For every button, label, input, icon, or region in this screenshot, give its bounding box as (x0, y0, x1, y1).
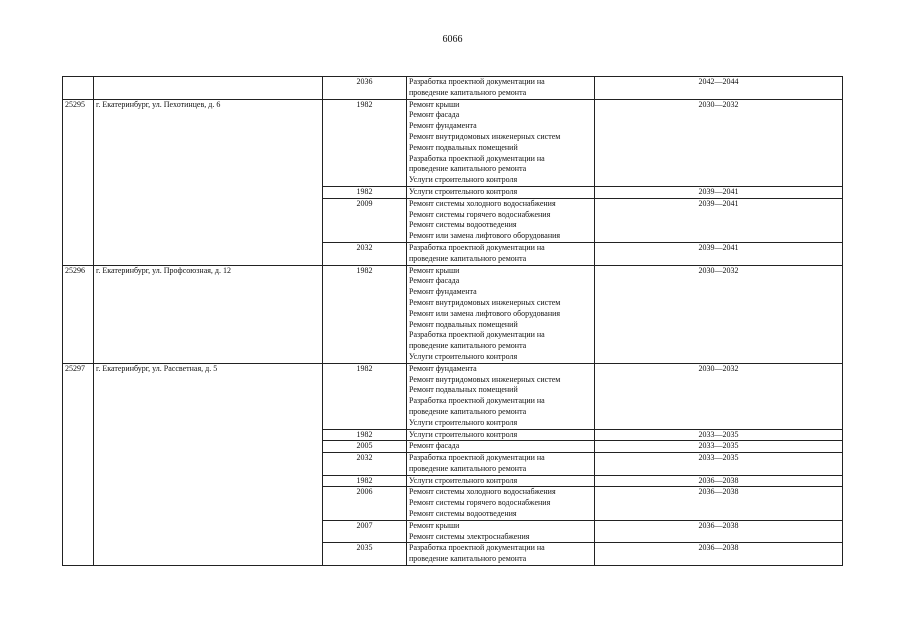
work-item: Ремонт фасада (409, 110, 460, 120)
work-item: проведение капитального ремонта (409, 554, 527, 564)
work-item: Ремонт фасада (409, 441, 460, 451)
object-number (63, 77, 94, 100)
work-item: Ремонт системы горячего водоснабжения (409, 498, 551, 508)
planned-period: 2030—2032 (595, 265, 843, 363)
page-number: 6066 (442, 34, 463, 45)
work-item: Ремонт системы холодного водоснабжения (409, 198, 556, 208)
work-item: Услуги строительного контроля (409, 429, 518, 439)
work-item: Услуги строительного контроля (409, 186, 518, 196)
planned-period: 2033—2035 (595, 453, 843, 476)
work-item: Разработка проектной документации на (409, 77, 545, 86)
table-row (63, 363, 843, 429)
planned-period: 2039—2041 (595, 242, 843, 265)
capital-repair-table (62, 76, 843, 566)
planned-period: 2042—2044 (595, 77, 843, 100)
commissioning-year: 1982 (323, 429, 407, 441)
work-item: проведение капитального ремонта (409, 253, 527, 263)
planned-period: 2036—2038 (595, 475, 843, 487)
work-item: Ремонт внутридомовых инженерных систем (409, 374, 561, 384)
work-item: Ремонт системы горячего водоснабжения (409, 209, 551, 219)
planned-period: 2039—2041 (595, 198, 843, 242)
commissioning-year: 2005 (323, 441, 407, 453)
commissioning-year: 2036 (323, 77, 407, 100)
table-row (63, 265, 843, 363)
works-list (407, 265, 595, 363)
commissioning-year: 2035 (323, 543, 407, 566)
planned-period: 2036—2038 (595, 520, 843, 543)
works-list (407, 520, 595, 543)
works-list (407, 487, 595, 520)
works-list (407, 543, 595, 566)
planned-period: 2030—2032 (595, 363, 843, 429)
work-item: Услуги строительного контроля (409, 175, 518, 185)
work-item: проведение капитального ремонта (409, 406, 527, 416)
commissioning-year: 1982 (323, 265, 407, 363)
work-item: Ремонт крыши (409, 265, 460, 275)
work-item: Услуги строительного контроля (409, 475, 518, 485)
commissioning-year: 2032 (323, 453, 407, 476)
work-item: Услуги строительного контроля (409, 351, 518, 361)
table-row (63, 77, 843, 100)
commissioning-year: 2032 (323, 242, 407, 265)
work-item: проведение капитального ремонта (409, 164, 527, 174)
planned-period: 2039—2041 (595, 186, 843, 198)
planned-period: 2033—2035 (595, 429, 843, 441)
work-item: Разработка проектной документации на (409, 153, 545, 163)
work-item: Ремонт фундамента (409, 121, 477, 131)
object-number: 25296 (63, 265, 94, 363)
commissioning-year: 1982 (323, 99, 407, 186)
works-list (407, 99, 595, 186)
planned-period: 2036—2038 (595, 487, 843, 520)
work-item: Ремонт фундамента (409, 287, 477, 297)
planned-period: 2030—2032 (595, 99, 843, 186)
works-list (407, 453, 595, 476)
commissioning-year: 2006 (323, 487, 407, 520)
work-item: Ремонт подвальных помещений (409, 142, 518, 152)
works-list (407, 242, 595, 265)
work-item: Разработка проектной документации на (409, 543, 545, 553)
commissioning-year: 2007 (323, 520, 407, 543)
object-number: 25295 (63, 99, 94, 265)
work-item: Разработка проектной документации на (409, 453, 545, 463)
work-item: Ремонт внутридомовых инженерных систем (409, 297, 561, 307)
object-address: г. Екатеринбург, ул. Пехотинцев, д. 6 (94, 99, 323, 265)
work-item: Ремонт фасада (409, 276, 460, 286)
work-item: Ремонт подвальных помещений (409, 385, 518, 395)
works-list (407, 363, 595, 429)
work-item: Ремонт системы электроснабжения (409, 531, 530, 541)
commissioning-year: 1982 (323, 475, 407, 487)
work-item: Разработка проектной документации на (409, 330, 545, 340)
object-address: г. Екатеринбург, ул. Рассветная, д. 5 (94, 363, 323, 565)
work-item: Ремонт системы водоотведения (409, 509, 517, 519)
work-item: Услуги строительного контроля (409, 417, 518, 427)
table-row (63, 99, 843, 186)
work-item: проведение капитального ремонта (409, 87, 527, 97)
object-address: г. Екатеринбург, ул. Профсоюзная, д. 12 (94, 265, 323, 363)
work-item: Ремонт или замена лифтового оборудования (409, 231, 561, 241)
work-item: Разработка проектной документации на (409, 396, 545, 406)
works-list (407, 475, 595, 487)
works-list (407, 441, 595, 453)
works-list (407, 198, 595, 242)
work-item: Ремонт крыши (409, 99, 460, 109)
planned-period: 2036—2038 (595, 543, 843, 566)
object-number: 25297 (63, 363, 94, 565)
work-item: Разработка проектной документации на (409, 242, 545, 252)
work-item: Ремонт крыши (409, 520, 460, 530)
works-list (407, 429, 595, 441)
works-list (407, 186, 595, 198)
planned-period: 2033—2035 (595, 441, 843, 453)
work-item: Ремонт или замена лифтового оборудования (409, 308, 561, 318)
table-body (63, 77, 843, 566)
commissioning-year: 2009 (323, 198, 407, 242)
work-item: проведение капитального ремонта (409, 463, 527, 473)
work-item: Ремонт внутридомовых инженерных систем (409, 131, 561, 141)
works-list (407, 77, 595, 100)
commissioning-year: 1982 (323, 186, 407, 198)
work-item: Ремонт системы холодного водоснабжения (409, 487, 556, 497)
work-item: Ремонт подвальных помещений (409, 319, 518, 329)
commissioning-year: 1982 (323, 363, 407, 429)
work-item: Ремонт системы водоотведения (409, 220, 517, 230)
work-item: проведение капитального ремонта (409, 341, 527, 351)
work-item: Ремонт фундамента (409, 363, 477, 373)
object-address (94, 77, 323, 100)
